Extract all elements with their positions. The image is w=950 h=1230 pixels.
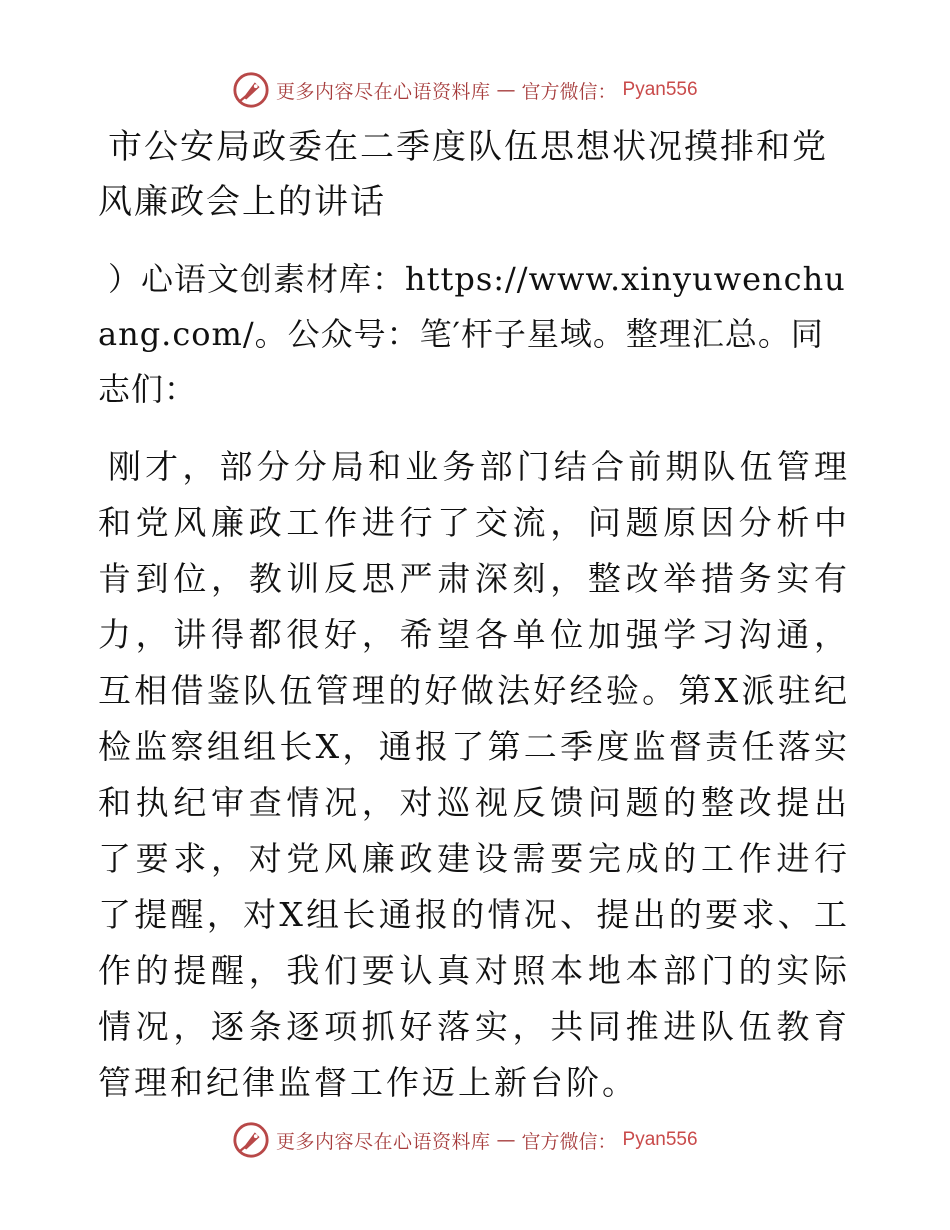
banner-wechat-id: Pyan556 — [622, 79, 698, 100]
banner-text: 更多内容尽在心语资料库 — [276, 80, 491, 103]
banner-separator: — — [496, 1129, 516, 1151]
document-body — [98, 120, 850, 1111]
pen-nib-logo-icon — [232, 71, 270, 109]
document-title: 市公安局政委在二季度队伍思想状况摸排和党风廉政会上的讲话 — [98, 127, 828, 222]
banner-separator: — — [496, 79, 516, 101]
banner-wechat-id: Pyan556 — [622, 1129, 698, 1150]
pen-nib-logo-icon — [232, 1121, 270, 1159]
banner-wechat-label: 官方微信： — [521, 80, 617, 103]
banner-wechat-label: 官方微信： — [521, 1130, 617, 1153]
footer-watermark-banner — [232, 1120, 698, 1160]
body-paragraph: 刚才，部分分局和业务部门结合前期队伍管理和党风廉政工作进行了交流，问题原因分析中肯到位，教训反思严肃深刻，整改举措务实有力，讲得都很好，希望各单位加强学习沟通，互相借鉴队伍管理的好做法好经验。第X派驻纪检监察组组长X，通报了第二季度监督责任落实和执纪审查情况，对巡视反馈问题的整改提出了要求，对党风廉政建设需要完成的工作进行了提醒，对X组长通报的情况、提出的要求、工作的提醒，我们要认真对照本地本部门的实际情况，逐条逐项抓好落实，共同推进队伍教育管理和纪律监督工作迈上新台阶。 — [98, 447, 850, 1102]
source-line: ）心语文创素材库：https://www.xinyuwenchuang.com/。公众号：笔′杆子星域。整理汇总。同志们： — [98, 260, 846, 408]
banner-text: 更多内容尽在心语资料库 — [276, 1130, 491, 1153]
header-watermark-banner — [232, 70, 698, 110]
